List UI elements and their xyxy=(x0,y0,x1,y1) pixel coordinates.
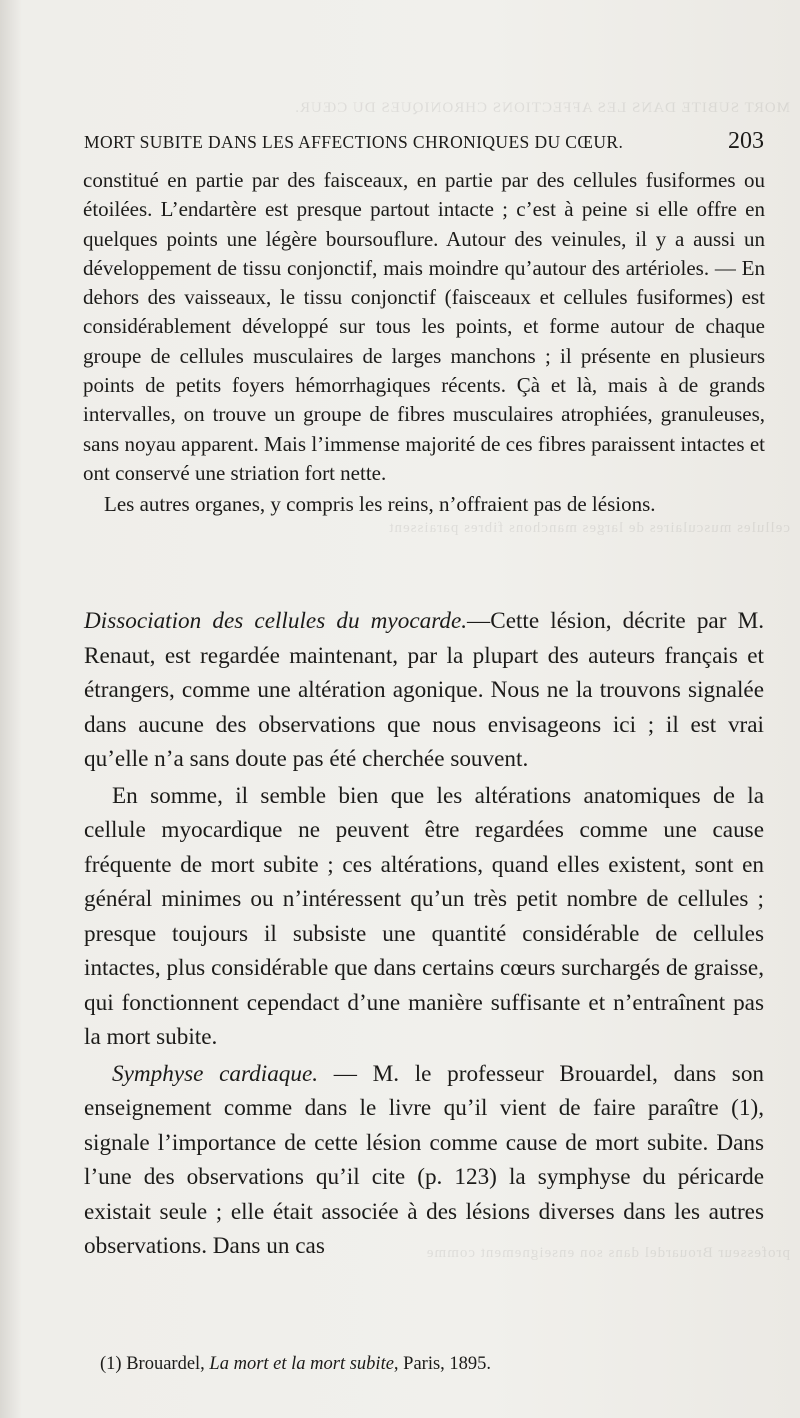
paragraph-dissociation xyxy=(84,604,764,777)
bleed-through-texture: MORT SUBITE DANS LES AFFECTIONS CHRONIQUES DU CŒUR. xyxy=(294,100,790,116)
page-number: 203 xyxy=(728,128,764,154)
running-title: MORT SUBITE DANS LES AFFECTIONS CHRONIQUES DU CŒUR. xyxy=(84,132,624,152)
footnote-title: La mort et la mort subite xyxy=(209,1354,394,1374)
body-dissociation: —Cette lésion, décrite par M. Renaut, est regardée maintenant, par la plupart des auteurs français et étrangers, comme une altération agonique. Nous ne la trouvons signalée dans aucune des observations que nous envisageons ici ; il est vrai qu’elle n’a sans doute pas été cherchée souvent. xyxy=(84,608,764,772)
bleed-through-texture: cellules musculaires de larges manchons fibres paraissent xyxy=(388,520,790,536)
footnote xyxy=(100,1354,760,1375)
heading-dissociation: Dissociation des cellules du myocarde. xyxy=(84,608,468,634)
paragraph-histology: constitué en partie par des faisceaux, en partie par des cellules fusiformes ou étoilées. L’endartère est presque partout intacte ; c’est à peine si elle offre en quelques points une légère boursouflure. Autour des veinules, il y a aussi un développement de tissu conjonctif, mais moindre qu’autour des artérioles. — En dehors des vaisseaux, le tissu conjonctif (faisceaux et cellules fusiformes) est considérablement développé sur tous les points, et forme autour de chaque groupe de cellules musculaires de larges manchons ; il présente en plusieurs points de petits foyers hémorrhagiques récents. Çà et là, mais à de grands intervalles, on trouve un groupe de fibres musculaires atrophiées, granuleuses, sans noyau apparent. Mais l’immense majorité de ces fibres paraissent intactes et ont conservé une striation fort nette. xyxy=(83,168,765,485)
paragraph-other-organs: Les autres organes, y compris les reins, n’offraient pas de lésions. xyxy=(104,492,656,517)
main-text-section xyxy=(84,604,764,1264)
body-symphyse: — M. le professeur Brouardel, dans son enseignement comme dans le livre qu’il vient de faire paraître (1), signale l’importance de cette lésion comme cause de mort subite. Dans l’une des observations qu’il cite (p. 123) la symphyse du péricarde existait seule ; elle était associée à des lésions diverses dans les autres observations. Dans un cas xyxy=(84,1060,765,1259)
bleed-through-texture: professeur Brouardel dans son enseignement comme xyxy=(425,1245,790,1261)
footnote-marker: (1) Brouardel, xyxy=(100,1354,210,1374)
heading-symphyse: Symphyse cardiaque. xyxy=(112,1060,319,1087)
paragraph-en-somme: En somme, il semble bien que les altérations anatomiques de la cellule myocardique ne peuvent être regardées comme une cause fréquente de mort subite ; ces altérations, quand elles existent, sont en général minimes ou n’intéressent qu’un très petit nombre de cellules ; presque toujours il subsiste une quantité considérable de cellules intactes, plus considérable que dans certains cœurs surchargés de graisse, qui fonctionnent cependact d’une manière suffisante et n’entraînent pas la mort subite. xyxy=(84,782,764,1050)
paragraph-symphyse xyxy=(84,1057,764,1264)
running-header xyxy=(84,128,764,155)
small-print-section xyxy=(83,166,765,520)
footnote-rest: , Paris, 1895. xyxy=(393,1354,492,1374)
